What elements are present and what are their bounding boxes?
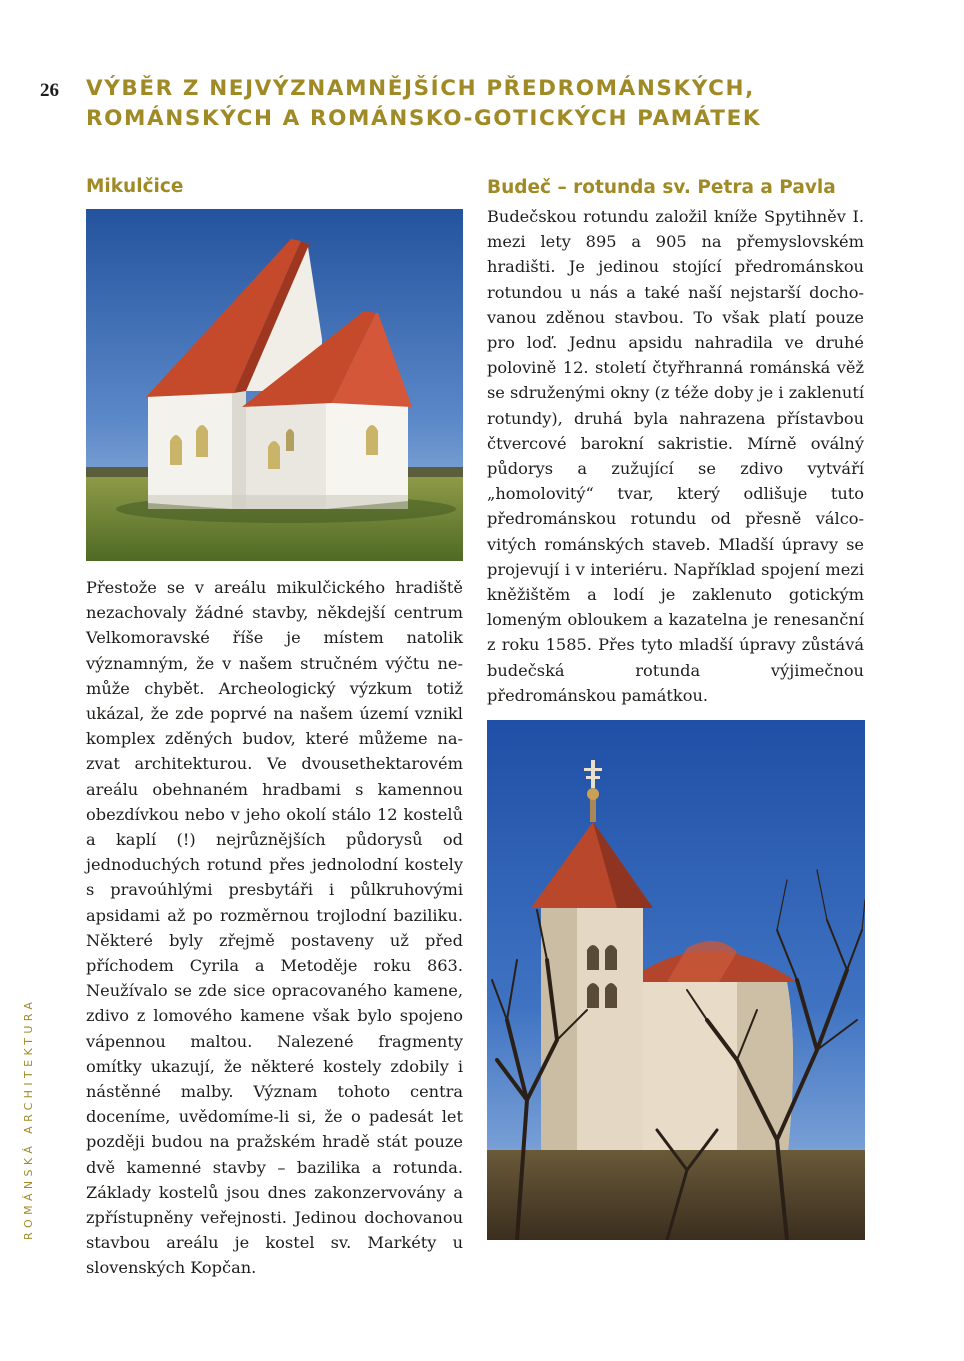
page-number: 26: [40, 80, 59, 101]
side-label: ROMÁNSKÁ ARCHITEKTURA: [22, 997, 35, 1240]
budec-text: Budečskou rotundu založil kníže Spytihněv I. mezi lety 895 a 905 na přemyslovském hradišti. Je jedinou stojící předrománskou rotundou u nás a také naší nejstarší dochovanou zděnou stavbou. To však platí pouze pro loď. Jednu apsidu nahradila ve druhé polovině 12. století čtyřhranná románská věž se sdruženými okny (z téže doby je i zaklenutí rotundy), druhá byla nahrazena přístavbou čtvercové barokní sakristie. Mírně oválný půdorys a zužující se zdivo vytváří „homolovitý“ tvar, který odlišuje tuto předrománskou rotundu od přesně válcovitých románských staveb. Mladší úpravy se projevují i v interiéru. Například spojení mezi kněžištěm a lodí je zaklenuto gotickým lomeným obloukem a kazatelna je renesanční z roku 1585. Přes tyto mladší úpravy zůstává budečská rotunda výjimečnou předrománskou památkou.: [487, 207, 864, 705]
budec-rotunda-photo: [487, 720, 865, 1240]
budec-rotunda-illustration: [487, 720, 865, 1240]
mikulcice-text: Přestože se v areálu mikulčického hradiště nezachovaly žádné stavby, někdejší centrum Velkomoravské říše je místem natolik významným, že v našem stručném výčtu nemůže chybět. Archeologický výzkum totiž ukázal, že zde poprvé na našem území vznikl komplex zděných budov, které můžeme nazvat architekturou. Ve dvousethektarovém areálu obehnaném hradbami s kamennou obezdívkou nebo v jeho okolí stálo 12 kostelů a kaplí (!) nejrůznějších půdorysů od jednoduchých rotund přes jednolodní kostely s pravoúhlými presbytáři i půlkruhovými apsidami až po rozměrnou trojlodní baziliku. Některé byly zřejmě postaveny už před příchodem Cyrila a Metoděje roku 863. Neužívalo se zde sice opracovaného kamene, zdivo z lomového kamene však bylo spojeno vápennou maltou. Nalezené fragmenty omítky ukazují, že některé kostely zdobily i nástěnné malby. Význam tohoto centra doceníme, uvědomíme-li si, že o padesát let později budou na pražském hradě stát pouze dvě kamenné stavby – bazilika a rotunda. Základy kostelů jsou dnes zakonzervovány a zpřístupněny veřejnosti. Jedinou dochovanou stavbou areálu je kostel sv. Markéty u slovenských Kopčan.: [86, 578, 463, 1278]
section-title-budec: Budeč – rotunda sv. Petra a Pavla: [487, 177, 836, 198]
section-title-mikulcice: Mikulčice: [86, 176, 184, 197]
mikulcice-church-photo: [86, 209, 463, 561]
mikulcice-church-illustration: [86, 209, 463, 561]
chapter-title: VÝBĚR Z NEJVÝZNAMNĚJŠÍCH PŘEDROMÁNSKÝCH, ROMÁNSKÝCH A ROMÁNSKO-GOTICKÝCH PAMÁTEK: [86, 76, 762, 131]
